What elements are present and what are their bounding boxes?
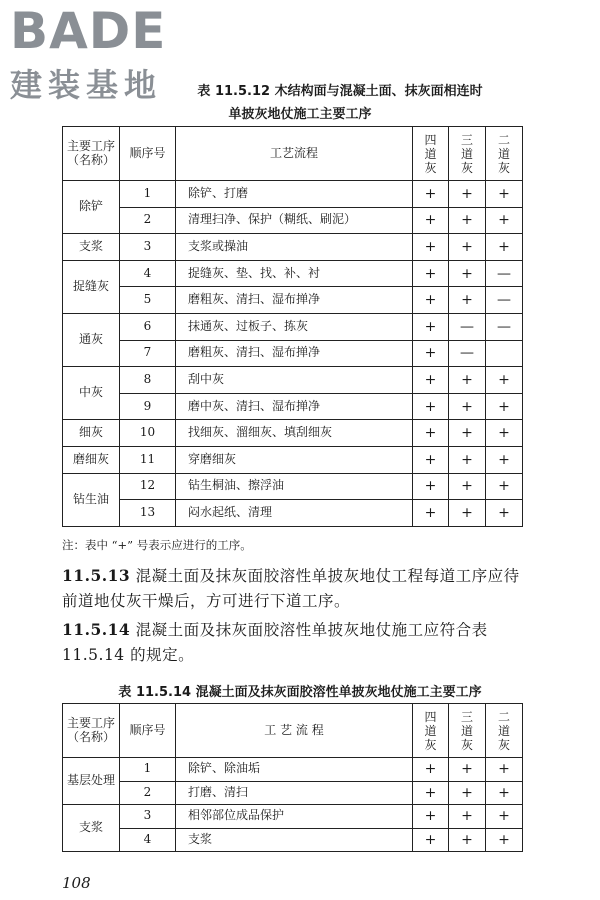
flow-cell: 抹通灰、过板子、拣灰 <box>176 313 413 340</box>
logo-sub-text: 建装基地 <box>10 66 163 104</box>
four-coat-cell: + <box>413 500 449 527</box>
three-coat-cell: + <box>449 446 486 473</box>
flow-cell: 除铲、打磨 <box>176 181 413 208</box>
two-coat-cell: — <box>486 287 523 314</box>
header-four-coats: 四 道 灰 <box>413 704 449 758</box>
four-coat-cell: + <box>413 181 449 208</box>
seq-cell: 3 <box>120 805 176 829</box>
seq-cell: 2 <box>120 781 176 805</box>
seq-cell: 4 <box>120 828 176 852</box>
table-11-5-14 <box>62 703 523 852</box>
seq-cell: 1 <box>120 181 176 208</box>
table-row <box>63 260 523 287</box>
seq-cell: 9 <box>120 393 176 420</box>
seq-cell: 10 <box>120 420 176 447</box>
table-11-5-12 <box>62 126 523 527</box>
two-coat-cell: + <box>486 781 523 805</box>
process-name-cell: 捉缝灰 <box>63 260 120 313</box>
header-seq: 顺序号 <box>120 127 176 181</box>
two-coat-cell: + <box>486 446 523 473</box>
three-coat-cell: + <box>449 260 486 287</box>
seq-cell: 11 <box>120 446 176 473</box>
table-row <box>63 340 523 367</box>
flow-cell: 找细灰、溜细灰、填刮细灰 <box>176 420 413 447</box>
seq-cell: 4 <box>120 260 176 287</box>
clause-number: 11.5.13 <box>62 566 131 585</box>
three-coat-cell: + <box>449 393 486 420</box>
three-coat-cell: + <box>449 207 486 234</box>
seq-cell: 2 <box>120 207 176 234</box>
three-coat-cell: — <box>449 313 486 340</box>
table-row <box>63 781 523 805</box>
process-name-cell: 支浆 <box>63 805 120 852</box>
four-coat-cell: + <box>413 313 449 340</box>
four-coat-cell: + <box>413 367 449 394</box>
header-two-coats: 二 道 灰 <box>486 704 523 758</box>
flow-cell: 闷水起纸、清理 <box>176 500 413 527</box>
process-name-cell: 基层处理 <box>63 758 120 805</box>
flow-cell: 支浆 <box>176 828 413 852</box>
clause-number: 11.5.14 <box>62 620 131 639</box>
table-row <box>63 446 523 473</box>
four-coat-cell: + <box>413 781 449 805</box>
three-coat-cell: + <box>449 234 486 261</box>
logo-main-text: BADE <box>10 2 167 60</box>
four-coat-cell: + <box>413 287 449 314</box>
table1-title-line1: 表 11.5.12 木结构面与混凝土面、抹灰面相连时 <box>197 84 483 99</box>
two-coat-cell: + <box>486 473 523 500</box>
three-coat-cell: + <box>449 781 486 805</box>
four-coat-cell: + <box>413 828 449 852</box>
seq-cell: 12 <box>120 473 176 500</box>
table-row <box>63 313 523 340</box>
two-coat-cell: + <box>486 420 523 447</box>
two-coat-cell: + <box>486 393 523 420</box>
header-three-coats: 三 道 灰 <box>449 127 486 181</box>
flow-cell: 磨粗灰、清扫、湿布掸净 <box>176 287 413 314</box>
three-coat-cell: + <box>449 181 486 208</box>
table-row <box>63 758 523 782</box>
two-coat-cell: + <box>486 367 523 394</box>
table-row <box>63 367 523 394</box>
header-flow: 工艺流程 <box>176 127 413 181</box>
table-row <box>63 287 523 314</box>
process-name-cell: 磨细灰 <box>63 446 120 473</box>
four-coat-cell: + <box>413 260 449 287</box>
two-coat-cell: + <box>486 828 523 852</box>
flow-cell: 相邻部位成品保护 <box>176 805 413 829</box>
two-coat-cell: + <box>486 181 523 208</box>
four-coat-cell: + <box>413 207 449 234</box>
flow-cell: 磨粗灰、清扫、湿布掸净 <box>176 340 413 367</box>
two-coat-cell: + <box>486 758 523 782</box>
header-four-coats: 四 道 灰 <box>413 127 449 181</box>
two-coat-cell: + <box>486 805 523 829</box>
process-name-cell: 钻生油 <box>63 473 120 526</box>
header-flow: 工 艺 流 程 <box>176 704 413 758</box>
header-three-coats: 三 道 灰 <box>449 704 486 758</box>
seq-cell: 13 <box>120 500 176 527</box>
table1-note: 注：表中 “+” 号表示应进行的工序。 <box>62 538 252 552</box>
flow-cell: 清理扫净、保护（糊纸、刷泥） <box>176 207 413 234</box>
table-row <box>63 805 523 829</box>
clause-11-5-14 <box>62 617 532 668</box>
four-coat-cell: + <box>413 393 449 420</box>
process-name-cell: 通灰 <box>63 313 120 366</box>
two-coat-cell: + <box>486 207 523 234</box>
two-coat-cell: + <box>486 500 523 527</box>
table-row <box>63 473 523 500</box>
two-coat-cell: — <box>486 260 523 287</box>
four-coat-cell: + <box>413 420 449 447</box>
three-coat-cell: + <box>449 473 486 500</box>
three-coat-cell: + <box>449 758 486 782</box>
table-row <box>63 393 523 420</box>
seq-cell: 5 <box>120 287 176 314</box>
four-coat-cell: + <box>413 340 449 367</box>
table2-title: 表 11.5.14 混凝土面及抹灰面胶溶性单披灰地仗施工主要工序 <box>118 685 482 700</box>
header-two-coats: 二 道 灰 <box>486 127 523 181</box>
seq-cell: 1 <box>120 758 176 782</box>
header-process: 主要工序 （名称） <box>63 127 120 181</box>
flow-cell: 支浆或操油 <box>176 234 413 261</box>
seq-cell: 6 <box>120 313 176 340</box>
three-coat-cell: + <box>449 420 486 447</box>
three-coat-cell: — <box>449 340 486 367</box>
page-number: 108 <box>62 874 91 892</box>
flow-cell: 除铲、除油垢 <box>176 758 413 782</box>
flow-cell: 钻生桐油、擦浮油 <box>176 473 413 500</box>
seq-cell: 3 <box>120 234 176 261</box>
table-row <box>63 420 523 447</box>
flow-cell: 刮中灰 <box>176 367 413 394</box>
three-coat-cell: + <box>449 287 486 314</box>
clause-text: 混凝土面及抹灰面胶溶性单披灰地仗施工应符合表 11.5.14 的规定。 <box>62 621 488 664</box>
seq-cell: 8 <box>120 367 176 394</box>
table1-title-line2: 单披灰地仗施工主要工序 <box>228 107 372 122</box>
four-coat-cell: + <box>413 758 449 782</box>
clause-11-5-13 <box>62 563 532 614</box>
three-coat-cell: + <box>449 805 486 829</box>
process-name-cell: 细灰 <box>63 420 120 447</box>
three-coat-cell: + <box>449 500 486 527</box>
four-coat-cell: + <box>413 446 449 473</box>
clause-text: 混凝土面及抹灰面胶溶性单披灰地仗工程每道工序应待前道地仗灰干燥后，方可进行下道工序。 <box>62 567 520 610</box>
four-coat-cell: + <box>413 234 449 261</box>
table-row <box>63 500 523 527</box>
two-coat-cell: + <box>486 234 523 261</box>
process-name-cell: 除铲 <box>63 181 120 234</box>
flow-cell: 穿磨细灰 <box>176 446 413 473</box>
four-coat-cell: + <box>413 473 449 500</box>
table-row <box>63 181 523 208</box>
flow-cell: 打磨、清扫 <box>176 781 413 805</box>
three-coat-cell: + <box>449 367 486 394</box>
table-row <box>63 234 523 261</box>
flow-cell: 磨中灰、清扫、湿布掸净 <box>176 393 413 420</box>
table-row <box>63 207 523 234</box>
seq-cell: 7 <box>120 340 176 367</box>
three-coat-cell: + <box>449 828 486 852</box>
header-seq: 顺序号 <box>120 704 176 758</box>
process-name-cell: 中灰 <box>63 367 120 420</box>
two-coat-cell <box>486 340 523 367</box>
table-row <box>63 828 523 852</box>
header-process: 主要工序 （名称） <box>63 704 120 758</box>
two-coat-cell: — <box>486 313 523 340</box>
process-name-cell: 支浆 <box>63 234 120 261</box>
flow-cell: 捉缝灰、垫、找、补、衬 <box>176 260 413 287</box>
four-coat-cell: + <box>413 805 449 829</box>
